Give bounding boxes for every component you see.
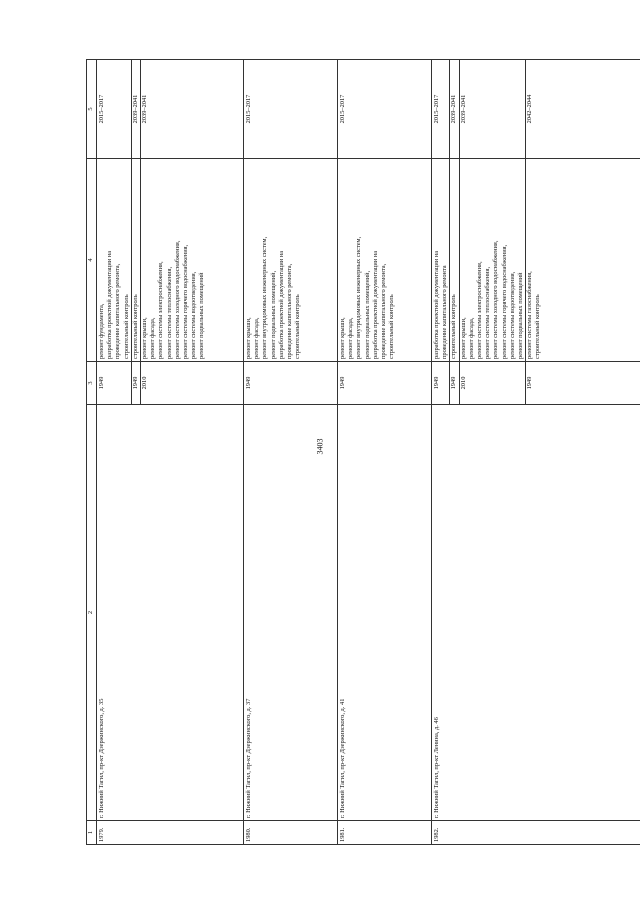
- period-value: [131, 60, 140, 158]
- row-number: 1980.: [244, 821, 338, 845]
- work-item: ремонт внутридомовых инженерных систем,: [261, 236, 269, 359]
- period-value: [339, 62, 396, 156]
- work-item: ремонт крыши,: [459, 317, 467, 359]
- work-item: ремонт фасада,: [149, 317, 157, 359]
- row-address: г. Нижний Тагил, пр-кт Дзержинского, д. 37: [244, 405, 338, 821]
- work-group: [245, 161, 302, 359]
- period-text: 2015–2017: [433, 94, 440, 124]
- work-item: ремонт системы холодного водоснабжения,: [173, 240, 181, 359]
- work-group: [433, 161, 449, 359]
- work-group: [459, 159, 526, 361]
- row-years: [97, 362, 244, 405]
- row-periods: [338, 60, 432, 159]
- year-value: [98, 364, 131, 402]
- period-text: 2039–2041: [131, 94, 139, 124]
- work-item: строительный контроль: [534, 294, 542, 359]
- work-item: разработка проектной документации на: [277, 250, 285, 359]
- period-text: 2015–2017: [245, 94, 252, 124]
- period-value: [245, 62, 302, 156]
- row-number: 1979.: [97, 821, 244, 845]
- header-col-1: 1: [87, 821, 97, 845]
- header-col-3: 3: [87, 362, 97, 405]
- year-value: [140, 362, 207, 404]
- table-row: [244, 60, 338, 845]
- header-col-2: 2: [87, 405, 97, 821]
- table-row: [432, 60, 640, 845]
- row-works: [338, 159, 432, 362]
- work-item: ремонт системы электроснабжения,: [157, 261, 165, 359]
- work-item: ремонт подвальных помещений,: [269, 270, 277, 359]
- work-item: проведение капитального ремонта,: [114, 263, 122, 359]
- work-group: [140, 159, 207, 361]
- row-works: [97, 159, 244, 362]
- work-item: ремонт крыши,: [339, 317, 346, 359]
- row-periods: [432, 60, 640, 159]
- year-text: 1949: [450, 376, 458, 390]
- work-item: проведение капитального ремонта: [441, 265, 449, 359]
- work-item: строительный контроль: [122, 294, 130, 359]
- page-number: 3403: [315, 438, 325, 455]
- work-item: ремонт фасада,: [347, 317, 355, 359]
- year-text: 1949: [433, 376, 440, 390]
- table-body: [87, 60, 640, 845]
- work-item: строительный контроль: [388, 294, 396, 359]
- period-text: 2015–2017: [98, 94, 105, 124]
- year-text: 2010: [459, 376, 467, 390]
- period-text: 2015–2017: [339, 94, 346, 124]
- year-text: 1949: [131, 376, 139, 390]
- work-item: ремонт крыши,: [245, 317, 252, 359]
- year-value: [433, 364, 449, 402]
- table-row: [97, 60, 244, 845]
- period-text: 2039–2041: [140, 94, 148, 124]
- work-item: ремонт фасада,: [467, 317, 475, 359]
- work-item: ремонт системы горячего водоснабжения,: [181, 244, 189, 359]
- work-group: [339, 161, 396, 359]
- work-item: разработка проектной документации на: [106, 250, 114, 359]
- work-item: ремонт системы теплоснабжения,: [165, 266, 173, 359]
- period-text: 2039–2041: [459, 94, 467, 124]
- work-item: ремонт фундамента,: [98, 303, 105, 359]
- row-address: г. Нижний Тагил, пр-кт Ленина, д. 46: [432, 405, 640, 821]
- row-number: 1982.: [432, 821, 640, 845]
- work-item: ремонт внутридомовых инженерных систем,: [355, 236, 363, 359]
- work-item: ремонт системы электроснабжения,: [475, 261, 483, 359]
- year-value: [525, 362, 542, 404]
- year-value: [449, 362, 458, 404]
- period-value: [459, 60, 526, 158]
- year-text: 1949: [245, 376, 252, 390]
- work-group: [131, 159, 140, 361]
- work-group: [449, 159, 458, 361]
- year-text: 1949: [526, 376, 534, 390]
- period-text: 2039–2041: [450, 94, 458, 124]
- work-item: строительный контроль: [450, 294, 458, 359]
- row-periods: [244, 60, 338, 159]
- period-value: [449, 60, 458, 158]
- work-item: ремонт подвальных помещений,: [363, 270, 371, 359]
- work-item: ремонт подвальных помещений: [198, 272, 206, 359]
- work-group: [98, 161, 131, 359]
- row-address: г. Нижний Тагил, пр-кт Дзержинского, д. 35: [97, 405, 244, 821]
- year-value: [459, 362, 526, 404]
- work-item: ремонт фасада,: [253, 317, 261, 359]
- work-item: разработка проектной документации на: [433, 250, 440, 359]
- year-text: 1949: [98, 376, 105, 390]
- year-value: [245, 364, 302, 402]
- work-group: [525, 159, 542, 361]
- repair-schedule-table: [86, 59, 640, 845]
- work-item: ремонт системы теплоснабжения,: [484, 266, 492, 359]
- row-years: [338, 362, 432, 405]
- work-item: ремонт системы водоотведения,: [508, 271, 516, 359]
- period-value: [98, 62, 131, 156]
- period-value: [140, 60, 207, 158]
- work-item: разработка проектной документации на: [371, 250, 379, 359]
- year-text: 1949: [339, 376, 346, 390]
- work-item: ремонт системы горячего водоснабжения,: [500, 244, 508, 359]
- period-value: [525, 60, 542, 158]
- period-text: 2042–2044: [526, 94, 534, 124]
- row-number: 1981.: [338, 821, 432, 845]
- year-value: [339, 364, 396, 402]
- header-col-4: 4: [87, 159, 97, 362]
- header-row: [87, 60, 97, 845]
- year-value: [131, 362, 140, 404]
- work-item: ремонт системы газоснабжения,: [526, 271, 534, 359]
- year-text: 2010: [140, 376, 148, 390]
- table-row: [338, 60, 432, 845]
- work-item: строительный контроль: [294, 294, 302, 359]
- work-item: ремонт крыши,: [140, 317, 148, 359]
- work-item: ремонт системы холодного водоснабжения,: [492, 240, 500, 359]
- row-years: [432, 362, 640, 405]
- row-works: [244, 159, 338, 362]
- work-item: ремонт подвальных помещений: [516, 272, 524, 359]
- row-works: [432, 159, 640, 362]
- work-item: проведение капитального ремонта,: [379, 263, 387, 359]
- header-col-5: 5: [87, 60, 97, 159]
- row-periods: [97, 60, 244, 159]
- rotated-table-wrapper: [86, 85, 578, 845]
- work-item: ремонт системы водоотведения,: [190, 271, 198, 359]
- work-item: строительный контроль: [131, 294, 139, 359]
- row-years: [244, 362, 338, 405]
- row-address: г. Нижний Тагил, пр-кт Дзержинского, д. 41: [338, 405, 432, 821]
- period-value: [433, 62, 449, 156]
- work-item: проведение капитального ремонта,: [285, 263, 293, 359]
